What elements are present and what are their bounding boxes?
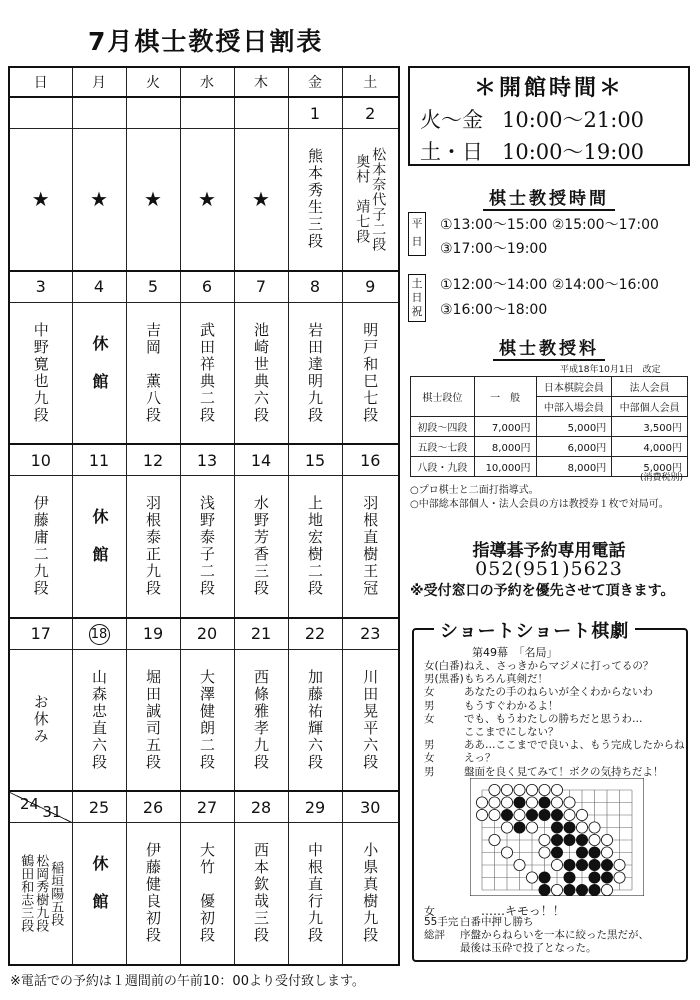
black-stone (564, 822, 575, 833)
date-cell (72, 618, 126, 650)
date-cell: 20 (180, 618, 234, 650)
weekday-wed: 水 (180, 67, 234, 97)
date-row (9, 97, 399, 129)
dialogue (424, 660, 695, 779)
phone-note: ※受付窓口の予約を優先させて頂きます。 (410, 583, 675, 599)
fee-member: 6,000円 (536, 437, 612, 457)
teacher-cell: 山森忠直六段 (72, 649, 126, 791)
fees-revised: 平成18年10月1日 改定 (560, 365, 661, 375)
teacher-cell: 小県真樹九段 (342, 823, 399, 965)
date-row (9, 444, 399, 476)
white-stone (501, 797, 512, 808)
teacher-cell: 武田祥典二段 (180, 302, 234, 444)
white-stone (564, 809, 575, 820)
teacher-cell: 岩田達明九段 (288, 302, 342, 444)
closed-star: ★ (126, 129, 180, 271)
dialogue-line: 女 えっ？ (424, 752, 496, 765)
white-stone (614, 872, 625, 883)
date-cell (9, 97, 72, 129)
date-cell: 11 (72, 444, 126, 476)
date-cell (126, 97, 180, 129)
fee-subheader-corp: 中部個人会員 (612, 397, 688, 417)
dialogue-line: 女(白番)ねえ、さっきからマジメに打ってるの？ (424, 660, 654, 672)
rest-cell: お休み (9, 649, 72, 791)
weekday-slot-line: ①13:00～15:00 ②15:00～17:00 (440, 217, 659, 233)
white-stone (526, 872, 537, 883)
weekend-tag: 土日祝 (408, 274, 426, 322)
teacher-cell: 池崎世典六段 (234, 302, 288, 444)
white-stone (601, 847, 612, 858)
white-stone (576, 809, 587, 820)
weekday-times (408, 210, 690, 262)
lesson-times-title: 棋士教授時間 (408, 184, 690, 209)
date-cell: 12 (126, 444, 180, 476)
fee-header-rank: 棋士段位 (411, 377, 475, 417)
white-stone (501, 847, 512, 858)
white-stone (476, 809, 487, 820)
date-cell-split (9, 791, 72, 823)
teacher-row (9, 823, 399, 965)
teacher-row (9, 476, 399, 618)
date-cell: 14 (234, 444, 288, 476)
black-stone (589, 872, 600, 883)
fee-row (411, 437, 688, 457)
fee-corp: 3,500円 (612, 417, 688, 437)
date-cell: 1 (288, 97, 342, 129)
white-stone (489, 784, 500, 795)
date-cell: 8 (288, 271, 342, 303)
teacher-row (9, 649, 399, 791)
date-row (9, 618, 399, 650)
fee-table (410, 376, 688, 477)
weekday-tue: 火 (126, 67, 180, 97)
fee-general: 7,000円 (474, 417, 536, 437)
page-title: 7月棋士教授日割表 (88, 27, 324, 56)
black-stone (576, 884, 587, 895)
fee-rank: 八段・九段 (411, 457, 475, 477)
episode-title: 第49幕 「名局」 (472, 646, 558, 659)
date-cell: 17 (9, 618, 72, 650)
teacher-cell: 大竹 優初段 (180, 823, 234, 965)
date-cell: 22 (288, 618, 342, 650)
white-stone (601, 834, 612, 845)
fee-corp: 4,000円 (612, 437, 688, 457)
teacher-cell: 伊藤庸二九段 (9, 476, 72, 618)
teacher-cell: 明戸和巳七段 (342, 302, 399, 444)
teacher-cell: 川田晃平六段 (342, 649, 399, 791)
black-stone (551, 809, 562, 820)
white-stone (539, 784, 550, 795)
short-play-title: ショートショート棋劇 (434, 617, 635, 643)
date-cell: 2 (342, 97, 399, 129)
fee-member: 5,000円 (536, 417, 612, 437)
fee-member: 8,000円 (536, 457, 612, 477)
black-stone (501, 809, 512, 820)
teacher-cell: 上地宏樹二段 (288, 476, 342, 618)
closed-star: ★ (9, 129, 72, 271)
phone-number: 052(951)5623 (475, 558, 623, 580)
white-stone (551, 797, 562, 808)
black-stone (551, 834, 562, 845)
fee-notes (410, 484, 669, 512)
go-board-diagram (470, 778, 644, 896)
white-stone (514, 784, 525, 795)
closed-star: ★ (180, 129, 234, 271)
black-stone (514, 822, 525, 833)
black-stone (551, 847, 562, 858)
white-stone (526, 784, 537, 795)
teacher-cell: 西條雅孝九段 (234, 649, 288, 791)
fee-general: 8,000円 (474, 437, 536, 457)
white-stone (551, 884, 562, 895)
teacher-row (9, 302, 399, 444)
ending-line: 女 ……キモっ！！ (424, 904, 565, 918)
black-stone (564, 884, 575, 895)
weekday-sat: 土 (342, 67, 399, 97)
dialogue-line: 男 盤面を良く見てみて！ボクの気持ちだよ！ (424, 765, 664, 778)
closed-cell: 休館 (72, 302, 126, 444)
dialogue-line: 男 もうすぐわかるよ！ (424, 699, 559, 712)
date-cell: 30 (342, 791, 399, 823)
teacher-cell: 水野芳香三段 (234, 476, 288, 618)
calendar-table (8, 66, 400, 966)
white-stone (564, 797, 575, 808)
black-stone (589, 847, 600, 858)
teacher-cell: 加藤祐輝六段 (288, 649, 342, 791)
opening-hours-box (408, 66, 690, 166)
weekend-slot-line: ③16:00～18:00 (440, 302, 548, 318)
date-cell (180, 97, 234, 129)
black-stone (539, 872, 550, 883)
fee-header-member: 日本棋院会員 (536, 377, 612, 397)
opening-hours-row: 火～金 10:00～21:00 (420, 108, 645, 132)
date-cell (72, 97, 126, 129)
white-stone (551, 784, 562, 795)
white-stone (576, 822, 587, 833)
holiday-circle: 18 (89, 624, 110, 645)
date-cell: 28 (234, 791, 288, 823)
date-cell: 19 (126, 618, 180, 650)
date-cell: 13 (180, 444, 234, 476)
date-cell: 29 (288, 791, 342, 823)
date-cell: 23 (342, 618, 399, 650)
fee-note: ○中部総本部個人・法人会員の方は教授券１枚で対局可。 (410, 499, 669, 510)
white-stone (589, 834, 600, 845)
tax-note: (消費税別) (640, 473, 684, 483)
white-stone (514, 809, 525, 820)
date-cell: 21 (234, 618, 288, 650)
phone-title: 指導碁予約専用電話 (472, 541, 626, 561)
date-cell: 6 (180, 271, 234, 303)
black-stone (601, 872, 612, 883)
white-stone (589, 822, 600, 833)
teacher-row (9, 129, 399, 271)
black-stone (526, 809, 537, 820)
white-stone (551, 859, 562, 870)
white-stone (526, 797, 537, 808)
teacher-cell: 伊藤健良初段 (126, 823, 180, 965)
weekday-tag: 平日 (408, 212, 426, 256)
fees-title: 棋士教授料 (408, 334, 690, 359)
teacher-cell: 熊本秀生三段 (288, 129, 342, 271)
teacher-cell: 中野寛也九段 (9, 302, 72, 444)
black-stone (576, 834, 587, 845)
opening-hours-row: 土・日 10:00～19:00 (420, 140, 645, 164)
black-stone (601, 859, 612, 870)
white-stone (476, 797, 487, 808)
fee-header-corp: 法人会員 (612, 377, 688, 397)
dialogue-line: 女 でも、もうわたしの勝ちだと思うわ… (424, 712, 643, 725)
black-stone (539, 809, 550, 820)
fee-subheader-member: 中部入場会員 (536, 397, 612, 417)
closed-cell: 休館 (72, 823, 126, 965)
fee-rank: 五段～七段 (411, 437, 475, 457)
white-stone (526, 822, 537, 833)
weekday-slot-line: ③17:00～19:00 (440, 241, 548, 257)
black-stone (539, 884, 550, 895)
fee-rank: 初段～四段 (411, 417, 475, 437)
fee-row (411, 417, 688, 437)
teacher-cell: 松本奈代子二段 奥村 靖七段 (342, 129, 399, 271)
closed-star: ★ (234, 129, 288, 271)
date-cell: 10 (9, 444, 72, 476)
teacher-cell: 西本欽哉三段 (234, 823, 288, 965)
weekend-times (408, 268, 690, 320)
fee-note: ○プロ棋士と二面打指導式。 (410, 485, 539, 496)
game-summary: 55手完 白番中押し勝ち 総評 序盤からねらいを一本に絞った黒だが、 最後は玉砕で投了となった。 (424, 916, 649, 954)
date-24: 24 (20, 795, 40, 813)
closed-star: ★ (72, 129, 126, 271)
black-stone (564, 872, 575, 883)
weekday-thu: 木 (234, 67, 288, 97)
dialogue-line: 男(黒番)もちろん真剣だ！ (424, 673, 548, 686)
black-stone (551, 822, 562, 833)
white-stone (489, 797, 500, 808)
weekday-fri: 金 (288, 67, 342, 97)
date-row (9, 791, 399, 823)
white-stone (514, 859, 525, 870)
dialogue-line: 女 あなたの手のねらいが全くわからないわ (424, 686, 653, 699)
white-stone (601, 884, 612, 895)
black-stone (589, 859, 600, 870)
date-cell: 27 (180, 791, 234, 823)
black-stone (576, 847, 587, 858)
weekday-sun: 日 (9, 67, 72, 97)
teacher-cell: 羽根直樹王冠 (342, 476, 399, 618)
date-cell: 26 (126, 791, 180, 823)
teacher-cell-multi: 稲垣陽五段 松岡秀樹九段 鶴田和志三段 (9, 823, 72, 965)
fee-header-general: 一 般 (474, 377, 536, 417)
black-stone (514, 797, 525, 808)
date-cell: 7 (234, 271, 288, 303)
date-31: 31 (42, 803, 62, 821)
teacher-cell: 中根直行九段 (288, 823, 342, 965)
date-row (9, 271, 399, 303)
teacher-cell: 堀田誠司五段 (126, 649, 180, 791)
date-cell: 25 (72, 791, 126, 823)
black-stone (589, 884, 600, 895)
white-stone (539, 847, 550, 858)
weekday-header-row (9, 67, 399, 97)
date-cell: 16 (342, 444, 399, 476)
black-stone (539, 797, 550, 808)
teacher-cell: 大澤健朗二段 (180, 649, 234, 791)
white-stone (489, 809, 500, 820)
fee-corp: 5,000円 (612, 457, 688, 477)
closed-cell: 休館 (72, 476, 126, 618)
black-stone (564, 834, 575, 845)
date-cell: 3 (9, 271, 72, 303)
dialogue-line: 男 ああ…ここまでで良いよ、もう完成したからね！ (424, 739, 695, 752)
white-stone (489, 834, 500, 845)
fee-general: 10,000円 (474, 457, 536, 477)
teacher-cell: 羽根泰正九段 (126, 476, 180, 618)
white-stone (614, 859, 625, 870)
reservation-note: ※電話での予約は１週間前の午前10：00より受付致します。 (10, 974, 365, 989)
white-stone (501, 784, 512, 795)
white-stone (539, 834, 550, 845)
weekend-slot-line: ①12:00～14:00 ②14:00～16:00 (440, 277, 659, 293)
teacher-cell: 吉岡 薫八段 (126, 302, 180, 444)
teacher-cell: 浅野泰子二段 (180, 476, 234, 618)
date-cell: 5 (126, 271, 180, 303)
dialogue-line: ここまでにしない？ (464, 726, 559, 739)
black-stone (564, 859, 575, 870)
opening-hours-title: ＊開館時間＊ (473, 76, 624, 101)
date-cell (234, 97, 288, 129)
weekday-mon: 月 (72, 67, 126, 97)
date-cell: 9 (342, 271, 399, 303)
white-stone (501, 822, 512, 833)
black-stone (576, 859, 587, 870)
date-cell: 4 (72, 271, 126, 303)
date-cell: 15 (288, 444, 342, 476)
